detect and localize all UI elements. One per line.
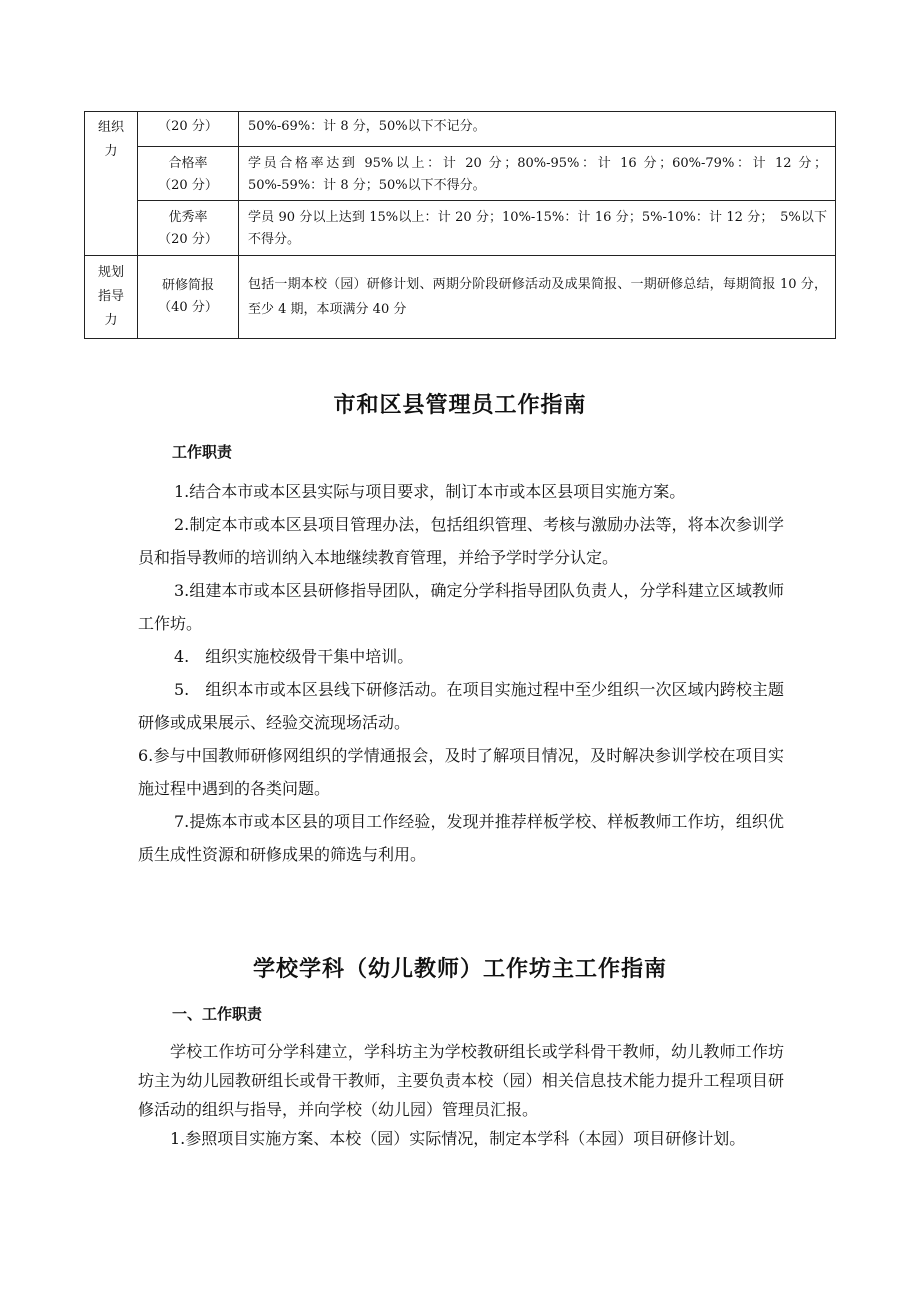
category-label-line: 规划 — [97, 265, 124, 280]
category-cell — [85, 256, 138, 339]
duty-item: 6.参与中国教师研修网组织的学情通报会，及时了解项目情况，及时解决参训学校在项目实施过程中遇到的各类问题。 — [138, 746, 784, 798]
duty-item: 4. 组织实施校级骨干集中培训。 — [174, 647, 414, 666]
duty-item: 7.提炼本市或本区县的项目工作经验，发现并推荐样板学校、样板教师工作坊，组织优质生成性资源和研修成果的筛选与利用。 — [138, 812, 784, 864]
duty-item: 3.组建本市或本区县研修指导团队，确定分学科指导团队负责人，分学科建立区域教师工作坊。 — [138, 581, 784, 633]
duty-item: 5. 组织本市或本区县线下研修活动。在项目实施过程中至少组织一次区域内跨校主题研修或成果展示、经验交流现场活动。 — [138, 680, 784, 732]
category-label: 组织力 — [97, 120, 124, 159]
intro-paragraph: 学校工作坊可分学科建立，学科坊主为学校教研组长或学科骨干教师，幼儿教师工作坊坊主为幼儿园教研组长或骨干教师，主要负责本校（园）相关信息技术能力提升工程项目研修活动的组织与指导，并向学校（幼儿园）管理员汇报。 — [138, 1042, 784, 1119]
section-subtitle-duties: 工作职责 — [172, 443, 233, 461]
item-cell: （20 分） — [138, 112, 239, 147]
category-label-line: 指导 — [97, 289, 124, 304]
duty-item: 2.制定本市或本区县项目管理办法，包括组织管理、考核与激励办法等，将本次参训学员和指导教师的培训纳入本地继续教育管理，并给予学时学分认定。 — [138, 515, 784, 567]
item-name: 合格率 — [168, 156, 208, 171]
criteria-cell: 50%-69%：计 8 分，50%以下不记分。 — [239, 112, 836, 147]
criteria-cell: 学员 90 分以上达到 15%以上：计 20 分；10%-15%：计 16 分；5%-10%：计 12 分； 5%以下不得分。 — [239, 201, 836, 256]
section-subtitle-duties: 一、工作职责 — [172, 1005, 263, 1023]
section-title-admin-guide: 市和区县管理员工作指南 — [333, 393, 587, 418]
scoring-table — [84, 111, 836, 339]
item-name: 研修简报 — [161, 278, 214, 293]
category-cell — [85, 112, 138, 256]
duty-item: 1.结合本市或本区县实际与项目要求，制订本市或本区县项目实施方案。 — [174, 482, 686, 501]
table-row — [85, 147, 836, 201]
table-row — [85, 112, 836, 147]
item-cell — [138, 256, 239, 339]
item-cell — [138, 201, 239, 256]
duty-item: 1.参照项目实施方案、本校（园）实际情况，制定本学科（本园）项目研修计划。 — [170, 1129, 746, 1148]
section-title-workshop-guide: 学校学科（幼儿教师）工作坊主工作指南 — [252, 957, 667, 982]
category-label-line: 力 — [104, 313, 118, 328]
item-points: （20 分） — [158, 178, 218, 193]
section-body-admin — [138, 475, 784, 871]
item-points: （40 分） — [158, 300, 218, 315]
item-cell — [138, 147, 239, 201]
criteria-cell: 包括一期本校（园）研修计划、两期分阶段研修活动及成果简报、一期研修总结，每期简报 10 分，至少 4 期，本项满分 40 分 — [239, 256, 836, 339]
criteria-cell: 学员合格率达到 95%以上：计 20 分；80%-95%：计 16 分；60%-79%：计 12 分；50%-59%：计 8 分；50%以下不得分。 — [239, 147, 836, 201]
item-points: （20 分） — [158, 232, 218, 247]
section-body-workshop — [138, 1037, 784, 1153]
item-name: 优秀率 — [168, 210, 208, 225]
table-row — [85, 201, 836, 256]
table-row — [85, 256, 836, 339]
